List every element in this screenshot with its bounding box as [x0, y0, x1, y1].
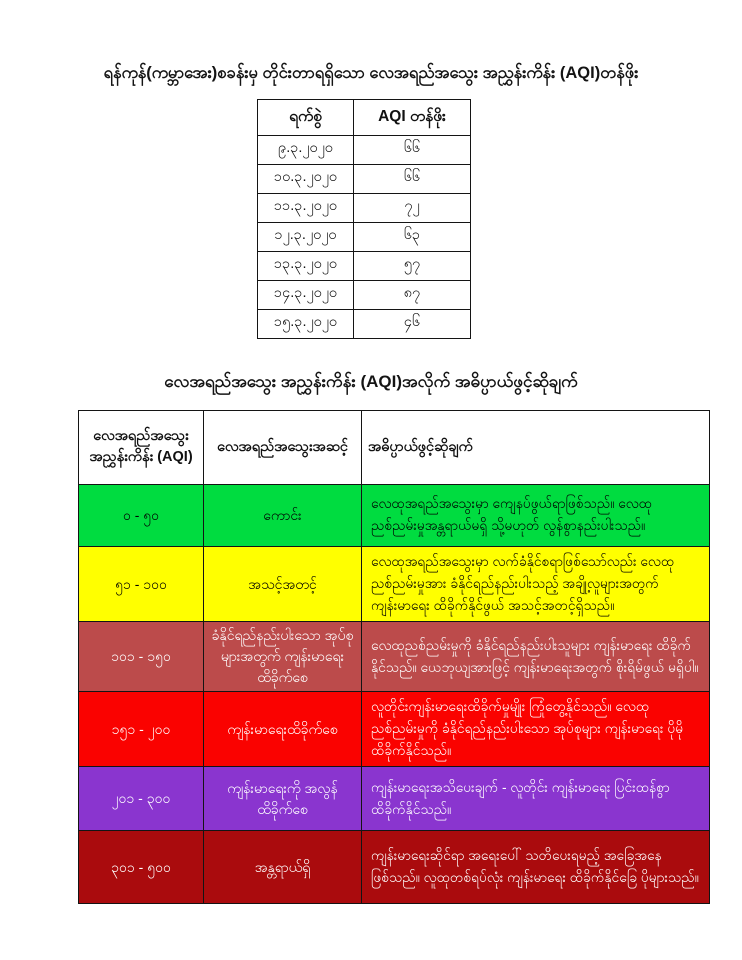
aqi-range-cell: ၀ - ၅၀: [79, 484, 204, 546]
definition-column-header: အဓိပ္ပာယ်ဖွင့်ဆိုချက်: [362, 410, 710, 484]
legend-row-unhealthy-sensitive: [79, 622, 710, 692]
aqi-values-table: [257, 99, 471, 339]
quality-level-cell: ကောင်း: [204, 484, 362, 546]
date-cell: ၁၁.၃.၂၀၂၀: [258, 193, 354, 222]
table-row: [258, 222, 471, 251]
definition-cell: လေထုညစ်ညမ်းမှုကို ခံနိုင်ရည်နည်းပါးသူများ ကျန်းမာရေး ထိခိုက်နိုင်သည်။ ယေဘုယျအားဖြင့် ကျန်းမာရေးအတွက် စိုးရိမ်ဖွယ် မရှိပါ။: [362, 622, 710, 692]
table-row: [258, 164, 471, 193]
aqi-value-cell: ၇၂: [354, 193, 471, 222]
date-cell: ၉.၃.၂၀၂၀: [258, 135, 354, 164]
definition-cell: ကျန်းမာရေးဆိုင်ရာ အရေးပေါ် သတိပေးရမည့် အခြေအနေဖြစ်သည်။ လူထုတစ်ရပ်လုံး ကျန်းမာရေး ထိခိုက်နိုင်ခြေ ပိုများသည်။: [362, 831, 710, 904]
legend-row-very-unhealthy: [79, 767, 710, 831]
table-row: [258, 280, 471, 309]
legend-row-unhealthy: [79, 692, 710, 767]
date-cell: ၁၃.၃.၂၀၂၀: [258, 251, 354, 280]
definition-cell: လေထုအရည်အသွေးမှာ လက်ခံနိုင်စရာဖြစ်သော်လည်း လေထုညစ်ညမ်းမှုအား ခံနိုင်ရည်နည်းပါးသည့် အချို့လူများအတွက် ကျန်းမာရေး ထိခိုက်နိုင်ဖွယ် အသင့်အတင့်ရှိသည်။: [362, 546, 710, 621]
quality-level-cell: ကျန်းမာရေးထိခိုက်စေ: [204, 692, 362, 767]
table-row: [258, 309, 471, 338]
aqi-value-column-header: AQI တန်ဖိုး: [354, 99, 471, 135]
date-cell: ၁၄.၃.၂၀၂၀: [258, 280, 354, 309]
aqi-value-cell: ၆၃: [354, 222, 471, 251]
aqi-table-header-row: [258, 99, 471, 135]
aqi-range-cell: ၂၀၁ - ၃၀၀: [79, 767, 204, 831]
aqi-value-cell: ၆၆: [354, 164, 471, 193]
quality-level-column-header: လေအရည်အသွေးအဆင့်: [204, 410, 362, 484]
date-cell: ၁၂.၃.၂၀၂၀: [258, 222, 354, 251]
table-row: [258, 135, 471, 164]
aqi-value-cell: ၆၆: [354, 135, 471, 164]
definition-cell: လေထုအရည်အသွေးမှာ ကျေနပ်ဖွယ်ရာဖြစ်သည်။ လေထုညစ်ညမ်းမှုအန္တရာယ်မရှိ သို့မဟုတ် လွန်စွာနည်းပါးသည်။: [362, 484, 710, 546]
legend-row-moderate: [79, 546, 710, 621]
aqi-index-column-header: လေအရည်အသွေး အညွှန်းကိန်း (AQI): [79, 410, 204, 484]
aqi-range-cell: ၅၁ - ၁၀၀: [79, 546, 204, 621]
legend-title: လေအရည်အသွေး အညွှန်းကိန်း (AQI)အလိုက် အဓိပ္ပာယ်ဖွင့်ဆိုချက်: [164, 371, 578, 391]
quality-level-cell: အန္တရာယ်ရှိ: [204, 831, 362, 904]
aqi-range-cell: ၁၅၁ - ၂၀၀: [79, 692, 204, 767]
page-title: ရန်ကုန်(ကမ္ဘာအေး)စခန်းမှ တိုင်းတာရရှိသော လေအရည်အသွေး အညွှန်းကိန်း (AQI)တန်ဖိုး: [103, 64, 639, 82]
quality-level-cell: ခံနိုင်ရည်နည်းပါးသော အုပ်စုများအတွက် ကျန်းမာရေးထိခိုက်စေ: [204, 622, 362, 692]
definition-cell: လူတိုင်းကျန်းမာရေးထိခိုက်မှုမျိုး ကြုံတွေ့နိုင်သည်။ လေထုညစ်ညမ်းမှုကို ခံနိုင်ရည်နည်းပါးသော အုပ်စုများ ကျန်းမာရေး ပိုမိုထိခိုက်နိုင်သည်။: [362, 692, 710, 767]
legend-row-good: [79, 484, 710, 546]
quality-level-cell: အသင့်အတင့်: [204, 546, 362, 621]
table-row: [258, 251, 471, 280]
aqi-range-cell: ၁၀၁ - ၁၅၀: [79, 622, 204, 692]
aqi-value-cell: ၈၇: [354, 280, 471, 309]
aqi-value-cell: ၅၇: [354, 251, 471, 280]
date-column-header: ရက်စွဲ: [258, 99, 354, 135]
aqi-value-cell: ၄၆: [354, 309, 471, 338]
legend-header-row: [79, 410, 710, 484]
aqi-range-cell: ၃၀၁ - ၅၀၀: [79, 831, 204, 904]
table-row: [258, 193, 471, 222]
date-cell: ၁၀.၃.၂၀၂၀: [258, 164, 354, 193]
legend-row-hazardous: [79, 831, 710, 904]
aqi-legend-table: [78, 410, 710, 904]
quality-level-cell: ကျန်းမာရေးကို အလွန်ထိခိုက်စေ: [204, 767, 362, 831]
date-cell: ၁၅.၃.၂၀၂၀: [258, 309, 354, 338]
definition-cell: ကျန်းမာရေးအသိပေးချက် - လူတိုင်း ကျန်းမာရေး ပြင်းထန်စွာ ထိခိုက်နိုင်သည်။: [362, 767, 710, 831]
